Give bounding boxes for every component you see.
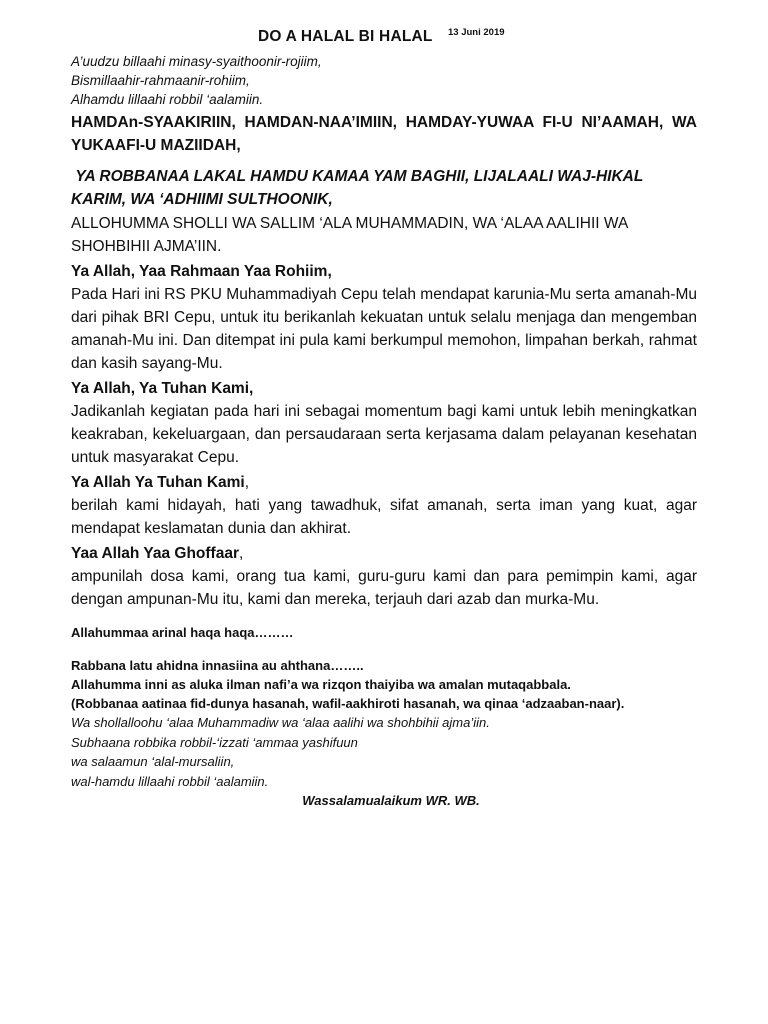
praise-italic-paragraph	[71, 165, 697, 211]
closing-line: Rabbana latu ahidna innasiina au ahthana……..	[71, 658, 364, 673]
praise-paragraph: HAMDAn-SYAAKIRIIN, HAMDAN-NAA’IMIIN, HAMDAY-YUWAA FI-U NI’AAMAH, WA YUKAAFI-U MAZIIDAH,	[71, 114, 697, 154]
opening-phrases	[71, 52, 697, 109]
closing-prayers	[71, 623, 697, 811]
prayer-section	[71, 471, 697, 540]
signoff: Wassalamualaikum WR. WB.	[302, 793, 480, 808]
prayer-body	[71, 52, 697, 811]
closing-italic-line: wa salaamun ‘alal-mursaliin,	[71, 754, 235, 769]
prayer-section	[71, 260, 697, 375]
closing-italic-line: Wa shollalloohu ‘alaa Muhammadiw wa ‘alaa aalihi wa shohbihii ajma’iin.	[71, 715, 490, 730]
section-heading	[71, 542, 697, 565]
section-heading-text: Ya Allah, Yaa Rahmaan Yaa Rohiim,	[71, 263, 332, 280]
opening-line: Alhamdu lillaahi robbil ‘aalamiin.	[71, 92, 264, 107]
section-heading-text: Ya Allah Ya Tuhan Kami	[71, 474, 245, 491]
document-header	[0, 28, 768, 50]
section-heading-trail: ,	[239, 545, 244, 562]
section-text: berilah kami hidayah, hati yang tawadhuk, sifat amanah, serta iman yang kuat, agar mendapat keslamatan dunia dan akhirat.	[71, 497, 697, 537]
opening-line: A’uudzu billaahi minasy-syaithoonir-rojiim,	[71, 54, 322, 69]
section-heading-text: Yaa Allah Yaa Ghoffaar	[71, 545, 239, 562]
document-date: 13 Juni 2019	[448, 27, 505, 38]
section-heading-trail: ,	[244, 474, 250, 491]
opening-line: Bismillaahir-rahmaanir-rohiim,	[71, 73, 250, 88]
shalawat-paragraph: ALLOHUMMA SHOLLI WA SALLIM ‘ALA MUHAMMADIN, WA ‘ALAA AALIHII WA SHOHBIHII AJMA’IIN.	[71, 215, 628, 255]
praise-italic-text: YA ROBBANAA LAKAL HAMDU KAMAA YAM BAGHII, LIJALAALI WAJ-HIKAL KARIM, WA ‘ADHIIMI SULTHOONIK,	[71, 168, 644, 208]
document-title: DO A HALAL BI HALAL	[258, 28, 433, 45]
section-text: ampunilah dosa kami, orang tua kami, guru-guru kami dan para pemimpin kami, agar dengan ampunan-Mu itu, kami dan mereka, terjauh dari azab dan murka-Mu.	[71, 568, 697, 608]
closing-line: (Robbanaa aatinaa fid-dunya hasanah, wafil-aakhiroti hasanah, wa qinaa ‘adzaaban-naar).	[71, 696, 625, 711]
section-heading	[71, 471, 697, 494]
section-heading-text: Ya Allah, Ya Tuhan Kami,	[71, 380, 254, 397]
section-heading	[71, 377, 697, 400]
section-text: Jadikanlah kegiatan pada hari ini sebagai momentum bagi kami untuk lebih meningkatkan keakraban, kekeluargaan, dan persaudaraan serta kerjasama dalam pelayanan kesehatan untuk masyarakat Cepu.	[71, 403, 697, 466]
section-text: Pada Hari ini RS PKU Muhammadiyah Cepu telah mendapat karunia-Mu serta amanah-Mu dari pihak BRI Cepu, untuk itu berikanlah kekuatan untuk selalu menjaga dan mengemban amanah-Mu ini. Dan ditempat ini pula kami berkumpul memohon, limpahan berkah, rahmat dan kasih sayang-Mu.	[71, 286, 697, 372]
section-heading	[71, 260, 697, 283]
closing-italic-line: Subhaana robbika robbil-‘izzati ‘ammaa yashifuun	[71, 734, 358, 750]
closing-italic-line: wal-hamdu lillaahi robbil ‘aalamiin.	[71, 773, 269, 789]
prayer-section	[71, 542, 697, 611]
closing-line: Allahumma inni as aluka ilman nafi’a wa rizqon thaiyiba wa amalan mutaqabbala.	[71, 677, 571, 692]
prayer-section	[71, 377, 697, 469]
closing-line: Allahummaa arinal haqa haqa………	[71, 625, 294, 640]
